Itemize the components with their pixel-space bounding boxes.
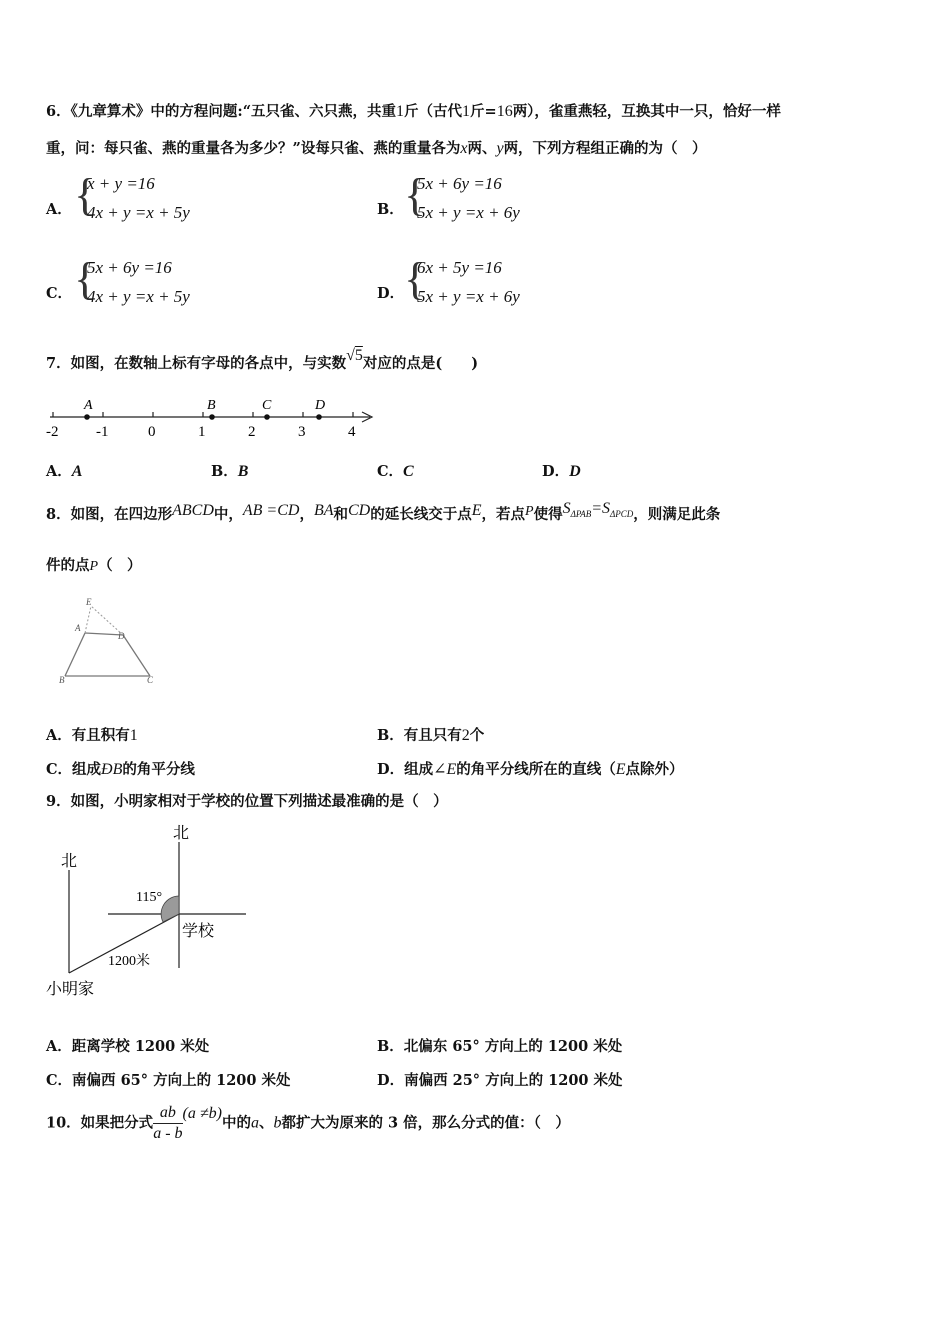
q9-option-a[interactable]: A．距离学校 1200 米处 xyxy=(46,1038,210,1055)
q6-option-a-system: x + y =16 4x + y =x + 5y xyxy=(87,174,190,222)
label-b: B xyxy=(59,675,65,685)
point-label-a: A xyxy=(84,398,93,413)
q9-option-c[interactable]: C．南偏西 65° 方向上的 1200 米处 xyxy=(46,1072,291,1089)
q6-line2: 重，问：每只雀、燕的重量各为多少？”设每只雀、燕的重量各为x两、y两，下列方程组正确的为（ ） xyxy=(46,140,707,157)
point-a xyxy=(84,414,90,420)
angle-label: 115° xyxy=(136,890,163,905)
distance-label: 1200米 xyxy=(108,954,150,969)
side-ab xyxy=(65,633,85,676)
point-b xyxy=(209,414,215,420)
q6-option-b-brace: { xyxy=(404,169,427,220)
q8-option-d[interactable]: D．组成∠E的角平分线所在的直线（E点除外） xyxy=(377,761,684,778)
label-a: A xyxy=(75,623,81,633)
sqrt-radical: √5 xyxy=(346,347,363,364)
label-c: C xyxy=(147,675,154,685)
q6-option-c[interactable]: C． xyxy=(46,285,73,302)
q7-option-c[interactable]: C．C xyxy=(377,463,414,480)
tick-label: 1 xyxy=(198,424,206,440)
q7-option-d[interactable]: D．D xyxy=(542,463,581,480)
q7-text: 7．如图，在数轴上标有字母的各点中，与实数√5对应的点是( ) xyxy=(46,347,479,372)
q6-option-b[interactable]: B． xyxy=(377,201,404,218)
q8-option-a[interactable]: A．有且积有1 xyxy=(46,727,138,744)
tick-label: -2 xyxy=(46,424,59,440)
tick-label: 2 xyxy=(248,424,256,440)
side-cd xyxy=(123,635,150,676)
fraction: $\frac{ab}{a - b}$ xyxy=(153,1104,183,1142)
point-label-c: C xyxy=(262,398,272,413)
q6-option-a-brace: { xyxy=(74,169,97,220)
north-label-home: 北 xyxy=(61,853,78,870)
tick-label: 4 xyxy=(348,424,356,440)
q7-option-b[interactable]: B．B xyxy=(211,463,249,480)
q8-line1: 8．如图，在四边形ABCD中，AB =CD，BA和CD的延长线交于点E，若点P使得SΔPAB=SΔPCD，则满足此条 xyxy=(46,500,721,523)
point-c xyxy=(264,414,270,420)
q9-option-b[interactable]: B．北偏东 65° 方向上的 1200 米处 xyxy=(377,1038,623,1055)
number-line xyxy=(40,392,380,442)
direction-figure xyxy=(44,818,259,1008)
label-d: D xyxy=(118,631,125,641)
q6-option-a[interactable]: A． xyxy=(46,201,72,218)
school-label: 学校 xyxy=(182,923,215,940)
q10-text: 10．如果把分式 $\frac{ab}{a - b}$ (a ≠b)中的a、b都扩大为原来的 3 倍，那么分式的值：（ ） xyxy=(46,1104,570,1142)
point-label-b: B xyxy=(207,398,216,413)
q7-option-a[interactable]: A．A xyxy=(46,463,83,480)
q6-option-c-brace: { xyxy=(74,253,97,304)
q6-option-d-brace: { xyxy=(404,253,427,304)
q6-line1: 6．《九章算术》中的方程问题:“五只雀、六只燕，共重1斤（古代1斤=16两），雀重燕轻，互换其中一只，恰好一样 xyxy=(46,103,781,120)
q6-option-b-system: 5x + 6y =16 5x + y =x + 6y xyxy=(417,174,520,222)
extension-ae xyxy=(85,606,91,633)
quadrilateral-figure xyxy=(55,593,165,688)
q6-option-d-system: 6x + 5y =16 5x + y =x + 6y xyxy=(417,258,520,306)
angle-arc xyxy=(161,896,179,922)
point-d xyxy=(316,414,322,420)
tick-label: 0 xyxy=(148,424,156,440)
home-label: 小明家 xyxy=(46,981,95,998)
q9-text: 9．如图，小明家相对于学校的位置下列描述最准确的是（ ） xyxy=(46,793,448,810)
point-label-d: D xyxy=(315,398,326,413)
q9-option-d[interactable]: D．南偏西 25° 方向上的 1200 米处 xyxy=(377,1072,623,1089)
q8-option-b[interactable]: B．有且只有2个 xyxy=(377,727,485,744)
tick-label: -1 xyxy=(96,424,109,440)
q6-option-c-system: 5x + 6y =16 4x + y =x + 5y xyxy=(87,258,190,306)
q8-option-c[interactable]: C．组成ÐB的角平分线 xyxy=(46,761,195,778)
q8-line2: 件的点P（ ） xyxy=(46,557,142,574)
north-label-school: 北 xyxy=(173,825,190,842)
tick-label: 3 xyxy=(298,424,306,440)
q6-option-d[interactable]: D． xyxy=(377,285,405,302)
label-e: E xyxy=(86,597,92,607)
